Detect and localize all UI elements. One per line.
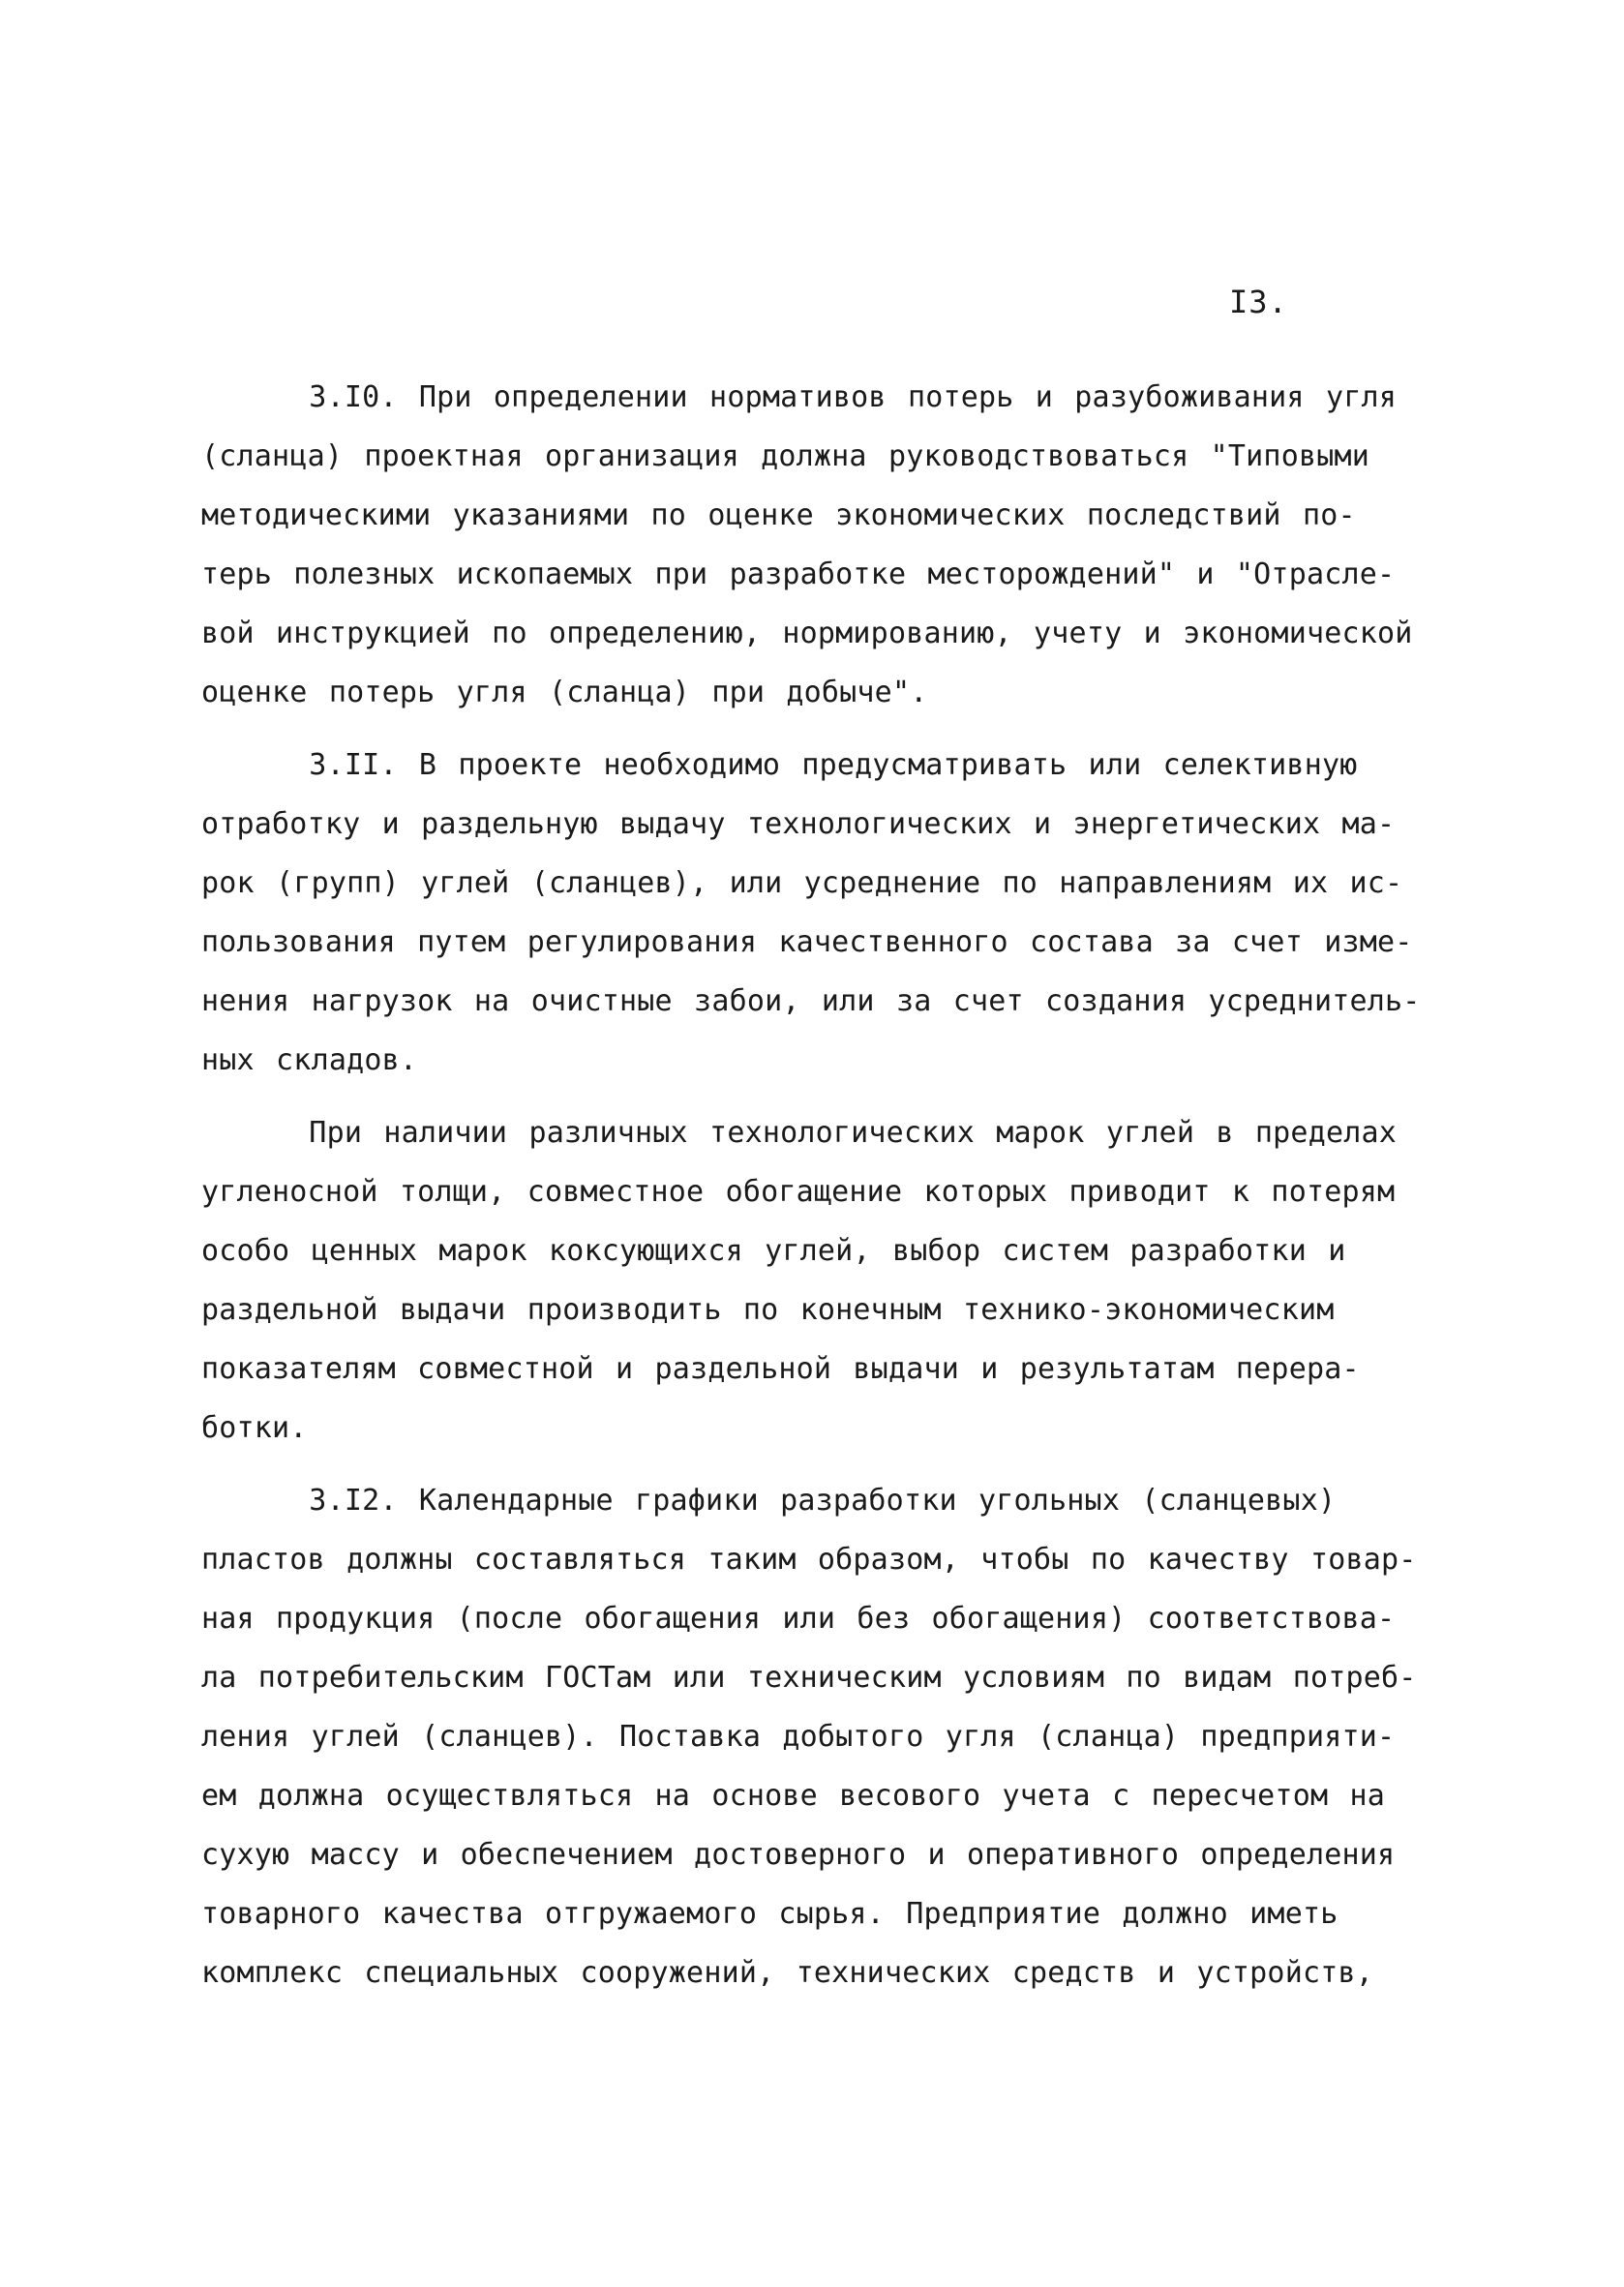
paragraph-3-12	[201, 1471, 1459, 2002]
paragraph-spacer	[201, 722, 1459, 736]
paragraph-3-11	[201, 736, 1459, 1090]
paragraph-spacer	[201, 1458, 1459, 1471]
text-line: оценке потерь угля (сланца) при добыче".	[201, 676, 928, 709]
paragraph-3-11-continued	[201, 1103, 1459, 1458]
paragraph-3-10	[201, 368, 1459, 722]
text-line: ла потребительским ГОСТам или техническим условиям по видам потреб-	[201, 1661, 1417, 1695]
text-line: ботки.	[201, 1411, 308, 1445]
text-line: товарного качества отгружаемого сырья. Предприятие должно иметь	[201, 1897, 1338, 1931]
text-line: терь полезных ископаемых при разработке месторождений" и "Отрасле-	[201, 557, 1396, 591]
text-line: ления углей (сланцев). Поставка добытого угля (сланца) предприяти-	[201, 1720, 1396, 1754]
text-line: угленосной толщи, совместное обогащение которых приводит к потерям	[201, 1175, 1396, 1209]
text-line: комплекс специальных сооружений, технических средств и устройств,	[201, 1956, 1373, 1990]
text-line: методическими указаниями по оценке экономических последствий по-	[201, 498, 1356, 532]
text-line: отработку и раздельную выдачу технологических и энергетических ма-	[201, 807, 1396, 841]
text-line: ных складов.	[201, 1043, 418, 1077]
text-line: пользования путем регулирования качественного состава за счет изме-	[201, 925, 1413, 959]
text-line: 3.I0. При определении нормативов потерь и разубоживания угля	[201, 380, 1397, 414]
text-line: нения нагрузок на очистные забои, или за счет создания усреднитель-	[201, 984, 1421, 1018]
text-line: 3.I2. Календарные графики разработки угольных (сланцевых)	[201, 1484, 1337, 1518]
document-body	[201, 368, 1459, 2002]
text-line: ная продукция (после обогащения или без обогащения) соответствова-	[201, 1602, 1396, 1636]
text-line: показателям совместной и раздельной выдачи и результатам перера-	[201, 1352, 1360, 1386]
paragraph-spacer	[201, 1090, 1459, 1103]
text-line: При наличии различных технологических марок углей в пределах	[201, 1116, 1397, 1150]
page-number: I3.	[1229, 284, 1288, 320]
text-line: вой инструкцией по определению, нормированию, учету и экономической	[201, 617, 1413, 650]
text-line: особо ценных марок коксующихся углей, выбор систем разработки и	[201, 1234, 1346, 1268]
text-line: пластов должны составляться таким образом, чтобы по качеству товар-	[201, 1543, 1417, 1577]
text-line: (сланца) проектная организация должна руководствоваться "Типовыми	[201, 439, 1369, 473]
text-line: сухую массу и обеспечением достоверного и оперативного определения	[201, 1838, 1396, 1872]
text-line: рок (групп) углей (сланцев), или усреднение по направлениям их ис-	[201, 866, 1403, 900]
text-line: ем должна осуществляться на основе весового учета с пересчетом на	[201, 1779, 1385, 1813]
text-line: 3.II. В проекте необходимо предусматривать или селективную	[201, 748, 1358, 782]
text-line: раздельной выдачи производить по конечным технико-экономическим	[201, 1293, 1335, 1327]
